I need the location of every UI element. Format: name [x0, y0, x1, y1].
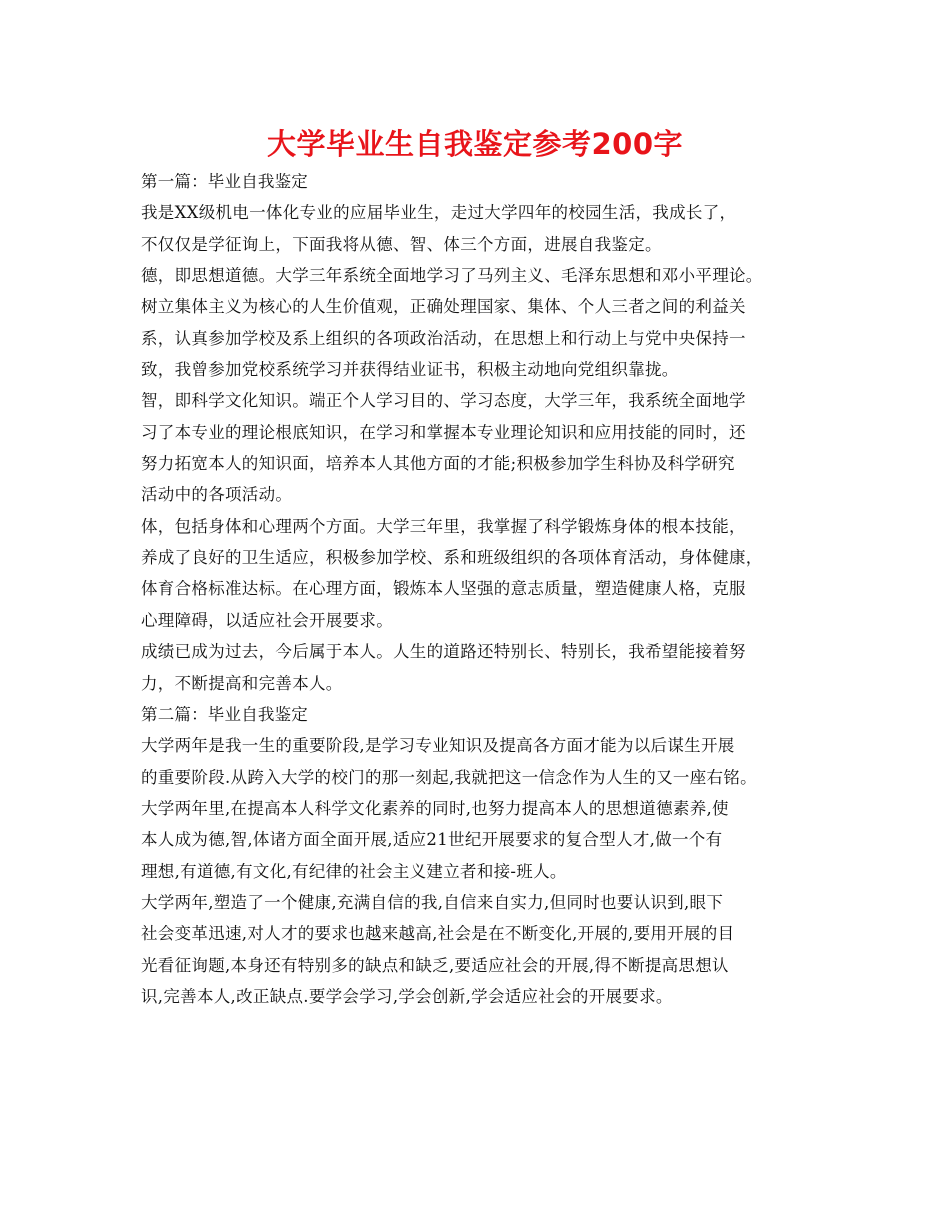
text-line: 的重要阶段.从跨入大学的校门的那一刻起,我就把这一信念作为人生的又一座右铭。: [141, 767, 757, 787]
text-line: 养成了良好的卫生适应，积极参加学校、系和班级组织的各项体育活动，身体健康，: [141, 548, 763, 568]
text-line: 致，我曾参加党校系统学习并获得结业证书，积极主动地向党组织靠拢。: [141, 360, 679, 380]
text-line: 活动中的各项活动。: [141, 485, 293, 505]
text-line: 识,完善本人,改正缺点.要学会学习,学会创新,学会适应社会的开展要求。: [141, 986, 673, 1006]
section-heading-2: 第二篇：毕业自我鉴定: [141, 704, 308, 724]
text-line: 大学两年是我一生的重要阶段,是学习专业知识及提高各方面才能为以后谋生开展: [141, 736, 735, 756]
text-line: 不仅仅是学征询上，下面我将从德、智、体三个方面，进展自我鉴定。: [141, 234, 662, 254]
document-body: [141, 166, 831, 1012]
text-line: 大学两年,塑造了一个健康,充满自信的我,自信来自实力,但同时也要认识到,眼下: [141, 892, 724, 912]
document-title: 大学毕业生自我鉴定参考200字: [266, 127, 684, 161]
text-line: 德，即思想道德。大学三年系统全面地学习了马列主义、毛泽东思想和邓小平理论。: [141, 266, 763, 286]
text-line: 心理障碍，以适应社会开展要求。: [141, 610, 393, 630]
text-line: 我是XX级机电一体化专业的应届毕业生，走过大学四年的校园生活，我成长了，: [141, 203, 737, 223]
text-line: 努力拓宽本人的知识面，培养本人其他方面的才能;积极参加学生科协及科学研究: [141, 454, 735, 474]
text-line: 系，认真参加学校及系上组织的各项政治活动，在思想上和行动上与党中央保持一: [141, 328, 746, 348]
text-line: 光看征询题,本身还有特别多的缺点和缺乏,要适应社会的开展,得不断提高思想认: [141, 955, 729, 975]
text-line: 树立集体主义为核心的人生价值观，正确处理国家、集体、个人三者之间的利益关: [141, 297, 746, 317]
text-line: 本人成为德,智,体诸方面全面开展,适应21世纪开展要求的复合型人才,做一个有: [141, 830, 723, 850]
text-line: 力，不断提高和完善本人。: [141, 673, 343, 693]
text-line: 成绩已成为过去，今后属于本人。人生的道路还特别长、特别长，我希望能接着努: [141, 642, 746, 662]
text-line: 习了本专业的理论根底知识，在学习和掌握本专业理论知识和应用技能的同时，还: [141, 422, 746, 442]
text-line: 智，即科学文化知识。端正个人学习目的、学习态度，大学三年，我系统全面地学: [141, 391, 746, 411]
text-line: 体，包括身体和心理两个方面。大学三年里，我掌握了科学锻炼身体的根本技能，: [141, 516, 746, 536]
text-line: 理想,有道德,有文化,有纪律的社会主义建立者和接-班人。: [141, 861, 567, 881]
text-line: 社会变革迅速,对人才的要求也越来越高,社会是在不断变化,开展的,要用开展的目: [141, 924, 735, 944]
text-line: 体育合格标准达标。在心理方面，锻炼本人坚强的意志质量，塑造健康人格，克服: [141, 579, 746, 599]
section-heading-1: 第一篇：毕业自我鉴定: [141, 172, 308, 191]
text-line: 大学两年里,在提高本人科学文化素养的同时,也努力提高本人的思想道德素养,使: [141, 798, 729, 818]
